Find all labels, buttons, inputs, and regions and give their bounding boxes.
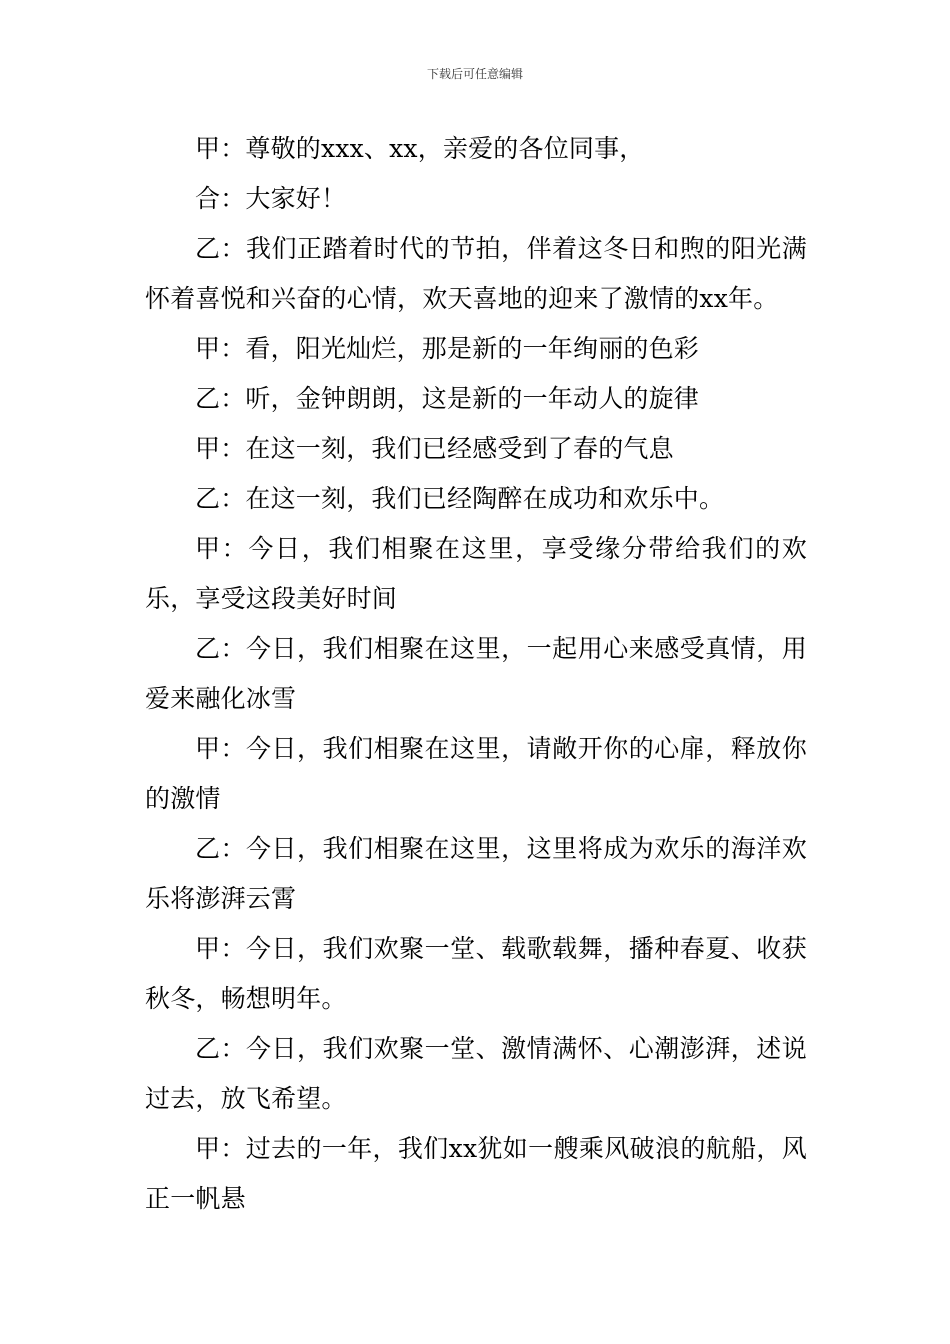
paragraph: 甲：今日，我们相聚在这里，请敞开你的心扉，释放你的激情 bbox=[145, 734, 807, 813]
page-header: 下载后可任意编辑 bbox=[426, 67, 523, 81]
paragraph: 甲：过去的一年，我们xx犹如一艘乘风破浪的航船，风正一帆悬 bbox=[145, 1134, 807, 1213]
paragraph: 甲：今日，我们欢聚一堂、载歌载舞，播种春夏、收获秋冬，畅想明年。 bbox=[145, 934, 807, 1013]
paragraph: 甲：尊敬的xxx、xx，亲爱的各位同事， bbox=[195, 134, 645, 163]
paragraph: 乙：今日，我们欢聚一堂、激情满怀、心潮澎湃，述说过去，放飞希望。 bbox=[145, 1034, 807, 1113]
paragraph: 乙：今日，我们相聚在这里，这里将成为欢乐的海洋欢乐将澎湃云霄 bbox=[145, 834, 807, 913]
paragraph: 合：大家好！ bbox=[195, 184, 347, 213]
paragraph: 甲：今日，我们相聚在这里，享受缘分带给我们的欢乐，享受这段美好时间 bbox=[145, 534, 807, 613]
paragraph: 乙：在这一刻，我们已经陶醉在成功和欢乐中。 bbox=[195, 484, 725, 513]
document-body bbox=[145, 124, 807, 1224]
paragraph: 甲：在这一刻，我们已经感受到了春的气息 bbox=[195, 434, 674, 463]
paragraph: 乙：今日，我们相聚在这里，一起用心来感受真情，用爱来融化冰雪 bbox=[145, 634, 807, 713]
paragraph: 乙：听，金钟朗朗，这是新的一年动人的旋律 bbox=[195, 384, 700, 413]
paragraph: 甲：看，阳光灿烂，那是新的一年绚丽的色彩 bbox=[195, 334, 700, 363]
paragraph: 乙：我们正踏着时代的节拍，伴着这冬日和煦的阳光满怀着喜悦和兴奋的心情，欢天喜地的迎来了激情的xx年。 bbox=[145, 234, 807, 313]
